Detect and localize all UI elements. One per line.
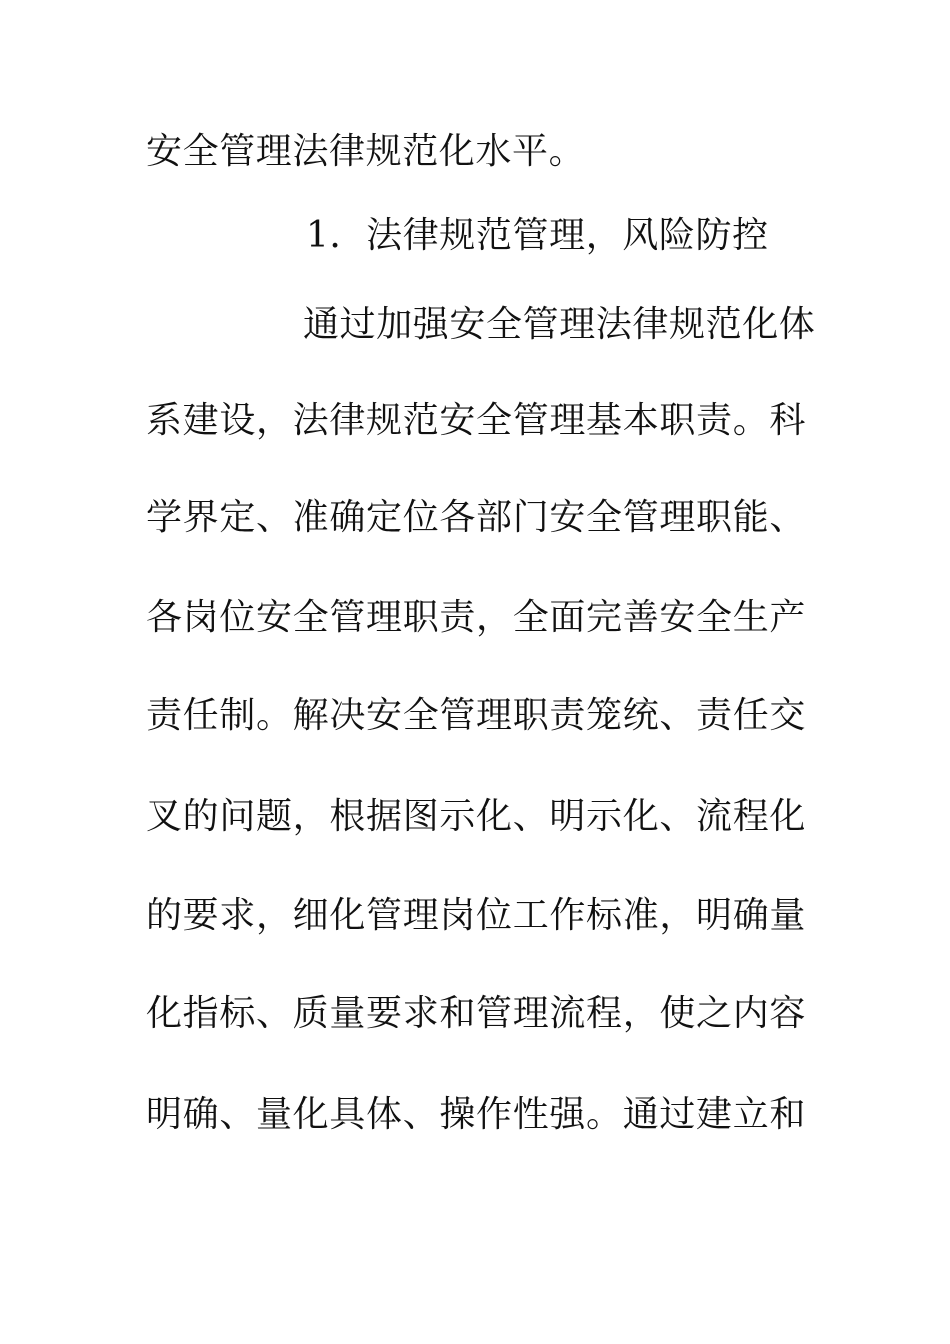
paragraph-line: 的要求，细化管理岗位工作标准，明确量 <box>146 895 806 936</box>
paragraph-line: 化指标、质量要求和管理流程，使之内容 <box>146 993 806 1034</box>
section-heading: 1．法律规范管理，风险防控 <box>306 215 769 256</box>
paragraph-line: 通过加强安全管理法律规范化体 <box>303 304 816 345</box>
paragraph-line: 各岗位安全管理职责，全面完善安全生产 <box>146 597 806 638</box>
paragraph-line: 系建设，法律规范安全管理基本职责。科 <box>146 400 806 441</box>
paragraph-line: 责任制。解决安全管理职责笼统、责任交 <box>146 695 806 736</box>
paragraph-line: 学界定、准确定位各部门安全管理职能、 <box>146 497 806 538</box>
paragraph-line: 明确、量化具体、操作性强。通过建立和 <box>146 1094 806 1135</box>
continuation-line: 安全管理法律规范化水平。 <box>146 131 586 172</box>
paragraph-line: 叉的问题，根据图示化、明示化、流程化 <box>146 796 806 837</box>
